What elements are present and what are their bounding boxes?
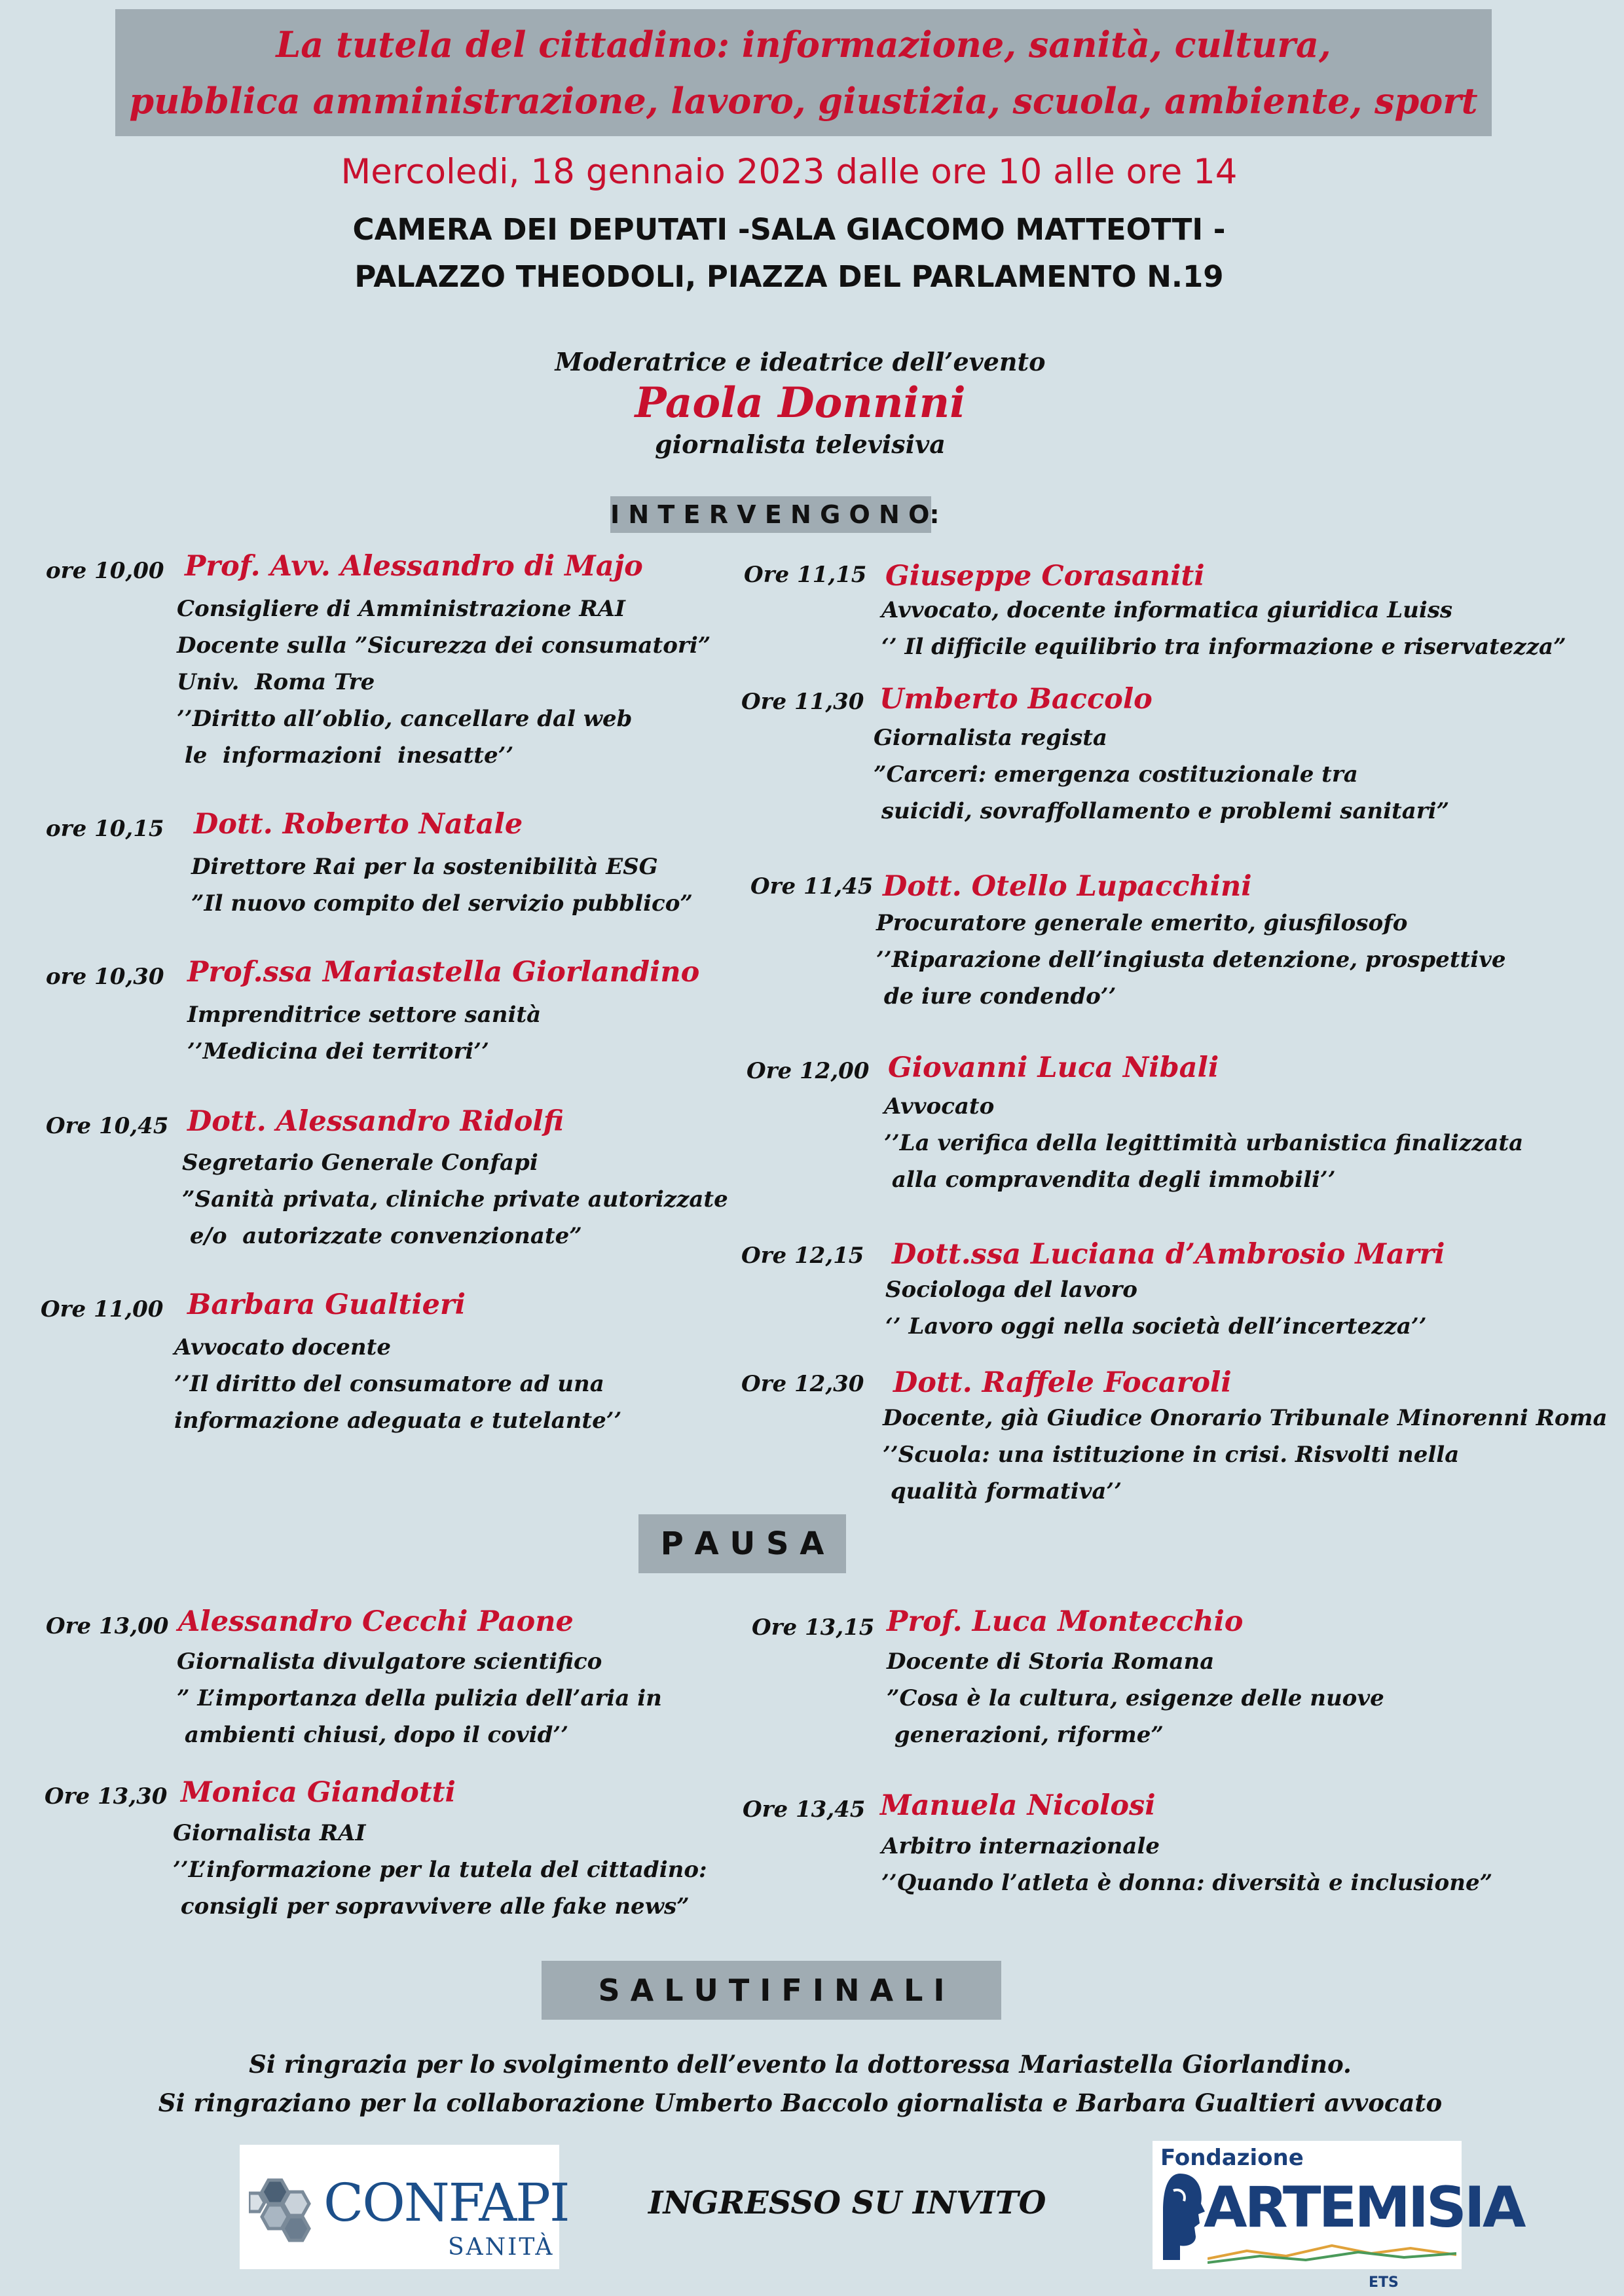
speaker-time: Ore 12,15 [741, 1243, 864, 1269]
speaker-description-line: ‘’ Il difficile equilibrio tra informazione e riservatezza” [881, 634, 1566, 660]
speaker-description-line: Docente di Storia Romana [887, 1649, 1215, 1675]
speaker-description-line: Direttore Rai per la sostenibilità ESG [191, 854, 658, 880]
speaker-description-line: ’’Scuola: una istituzione in crisi. Risvolti nella [883, 1442, 1460, 1468]
speaker-description-line: ’’Medicina dei territori’’ [187, 1038, 489, 1065]
speaker-description-line: ’’Diritto all’oblio, cancellare dal web [177, 706, 633, 732]
speaker-description-line: qualità formativa’’ [883, 1478, 1122, 1504]
title-line-1: La tutela del cittadino: informazione, sanità, cultura, [276, 24, 1331, 65]
speaker-description-line: Consigliere di Amministrazione RAI [177, 596, 625, 622]
speaker-description-line: ‘’ Lavoro oggi nella società dell’incertezza’’ [885, 1313, 1427, 1339]
speaker-description-line: Avvocato docente [174, 1334, 391, 1360]
speaker-description-line: Imprenditrice settore sanità [187, 1002, 542, 1028]
speaker-description-line: ’’L’informazione per la tutela del cittadino: [173, 1857, 707, 1883]
speaker-description-line: generazioni, riforme” [887, 1722, 1164, 1748]
artemisia-fondazione-label: Fondazione [1160, 2145, 1304, 2171]
speaker-description-line: ”Cosa è la cultura, esigenze delle nuove [887, 1685, 1384, 1711]
speaker-name: Dott. Alessandro Ridolfi [187, 1105, 564, 1138]
speaker-description-line: Sociologa del lavoro [885, 1277, 1137, 1303]
speaker-description-line: ’’Riparazione dell’ingiusta detenzione, prospettive [876, 947, 1506, 973]
speaker-description-line: Univ. Roma Tre [177, 669, 375, 695]
landscape-lines-icon [1208, 2239, 1456, 2265]
speaker-time: ore 10,30 [46, 964, 164, 990]
speaker-time: ore 10,15 [46, 816, 164, 842]
speaker-description-line: Giornalista RAI [173, 1820, 366, 1846]
speaker-description-line: Giornalista divulgatore scientifico [177, 1649, 602, 1675]
speaker-description-line: ’’La verifica della legittimità urbanistica finalizzata [884, 1130, 1524, 1156]
speaker-time: Ore 12,00 [747, 1058, 870, 1084]
speaker-description-line: le informazioni inesatte’’ [177, 742, 514, 769]
venue-line-2: PALAZZO THEODOLI, PIAZZA DEL PARLAMENTO N.19 [354, 259, 1224, 294]
speaker-description-line: Docente, già Giudice Onorario Tribunale Minorenni Roma [883, 1405, 1608, 1431]
speaker-time: Ore 13,45 [743, 1796, 866, 1823]
speaker-name: Alessandro Cecchi Paone [178, 1605, 574, 1638]
speaker-name: Giovanni Luca Nibali [888, 1051, 1219, 1084]
venue-line-1: CAMERA DEI DEPUTATI -SALA GIACOMO MATTEOTTI - [352, 212, 1226, 247]
speaker-description-line: ” L’importanza della pulizia dell’aria in [177, 1685, 662, 1711]
speaker-time: Ore 11,30 [741, 689, 864, 715]
speaker-time: Ore 11,00 [41, 1296, 164, 1322]
speaker-description-line: suicidi, sovraffollamento e problemi sanitari” [874, 798, 1450, 824]
speaker-name: Prof. Avv. Alessandro di Majo [185, 550, 643, 583]
speaker-description-line: ”Il nuovo compito del servizio pubblico” [191, 890, 693, 917]
confapi-subtitle: SANITÀ [448, 2234, 555, 2261]
hexagon-cluster-icon [249, 2174, 327, 2246]
speaker-name: Prof.ssa Mariastella Giorlandino [187, 956, 700, 989]
entry-notice: INGRESSO SU INVITO [648, 2185, 1046, 2221]
event-date: Mercoledi, 18 gennaio 2023 dalle ore 10 alle ore 14 [341, 152, 1238, 192]
moderator-label: Moderatrice e ideatrice dell’evento [555, 347, 1046, 376]
moderator-name: Paola Donnini [635, 378, 966, 428]
speaker-description-line: Docente sulla ”Sicurezza dei consumatori” [177, 632, 711, 659]
speaker-description-line: ambienti chiusi, dopo il covid’’ [177, 1722, 569, 1748]
profile-head-icon [1160, 2171, 1206, 2263]
artemisia-ets-label: ETS [1369, 2274, 1399, 2291]
confapi-wordmark: CONFAPI [323, 2172, 569, 2233]
speaker-description-line: ”Sanità privata, cliniche private autorizzate [182, 1186, 728, 1212]
speaker-name: Dott.ssa Luciana d’Ambrosio Marri [892, 1238, 1445, 1271]
section-speakers-heading: I N T E R V E N G O N O: [610, 496, 931, 533]
fondazione-artemisia-logo [1153, 2141, 1524, 2291]
speaker-name: Dott. Roberto Natale [194, 808, 523, 841]
speaker-description-line: Segretario Generale Confapi [182, 1150, 538, 1176]
speaker-time: Ore 13,15 [752, 1614, 875, 1641]
speaker-time: Ore 13,00 [46, 1613, 169, 1639]
speaker-name: Prof. Luca Montecchio [887, 1605, 1244, 1638]
speaker-description-line: Procuratore generale emerito, giusfilosofo [876, 910, 1408, 936]
thanks-line-1: Si ringrazia per lo svolgimento dell’evento la dottoressa Mariastella Giorlandino. [249, 2050, 1352, 2079]
speaker-description-line: Giornalista regista [874, 725, 1107, 751]
title-banner [115, 9, 1492, 136]
speaker-time: Ore 12,30 [741, 1371, 864, 1397]
speaker-description-line: Avvocato, docente informatica giuridica Luiss [881, 597, 1453, 623]
speaker-description-line: consigli per sopravvivere alle fake news” [173, 1893, 690, 1920]
speaker-description-line: ’’Quando l’atleta è donna: diversità e inclusione” [881, 1870, 1493, 1896]
speaker-name: Dott. Otello Lupacchini [883, 870, 1252, 903]
moderator-role: giornalista televisiva [655, 429, 946, 459]
speaker-time: ore 10,00 [46, 558, 164, 584]
speaker-name: Monica Giandotti [181, 1776, 456, 1809]
confapi-sanita-logo [240, 2145, 569, 2269]
speaker-description-line: Avvocato [884, 1093, 995, 1120]
title-line-2: pubblica amministrazione, lavoro, giustizia, scuola, ambiente, sport [129, 80, 1478, 122]
speaker-time: Ore 13,30 [45, 1783, 168, 1810]
speaker-time: Ore 10,45 [46, 1113, 169, 1139]
speaker-description-line: ”Carceri: emergenza costituzionale tra [874, 761, 1358, 788]
section-pause-heading: P A U S A [638, 1514, 846, 1573]
thanks-line-2: Si ringraziano per la collaborazione Umberto Baccolo giornalista e Barbara Gualtieri avvocato [158, 2088, 1443, 2117]
speaker-description-line: informazione adeguata e tutelante’’ [174, 1408, 622, 1434]
speaker-description-line: e/o autorizzate convenzionate” [182, 1223, 582, 1249]
speaker-description-line: Arbitro internazionale [881, 1833, 1160, 1859]
speaker-time: Ore 11,15 [744, 562, 867, 588]
speaker-name: Umberto Baccolo [879, 683, 1153, 716]
speaker-description-line: ’’Il diritto del consumatore ad una [174, 1371, 604, 1397]
speaker-description-line: alla compravendita degli immobili’’ [884, 1167, 1336, 1193]
artemisia-wordmark: ARTEMISIA [1204, 2175, 1524, 2240]
speaker-name: Giuseppe Corasaniti [885, 560, 1205, 592]
speaker-description-line: de iure condendo’’ [876, 983, 1116, 1010]
speaker-name: Barbara Gualtieri [187, 1288, 466, 1321]
speaker-name: Manuela Nicolosi [880, 1789, 1156, 1822]
speaker-name: Dott. Raffele Focaroli [893, 1366, 1232, 1399]
speaker-time: Ore 11,45 [750, 873, 874, 900]
section-closing-heading: S A L U T I F I N A L I [542, 1961, 1001, 2020]
